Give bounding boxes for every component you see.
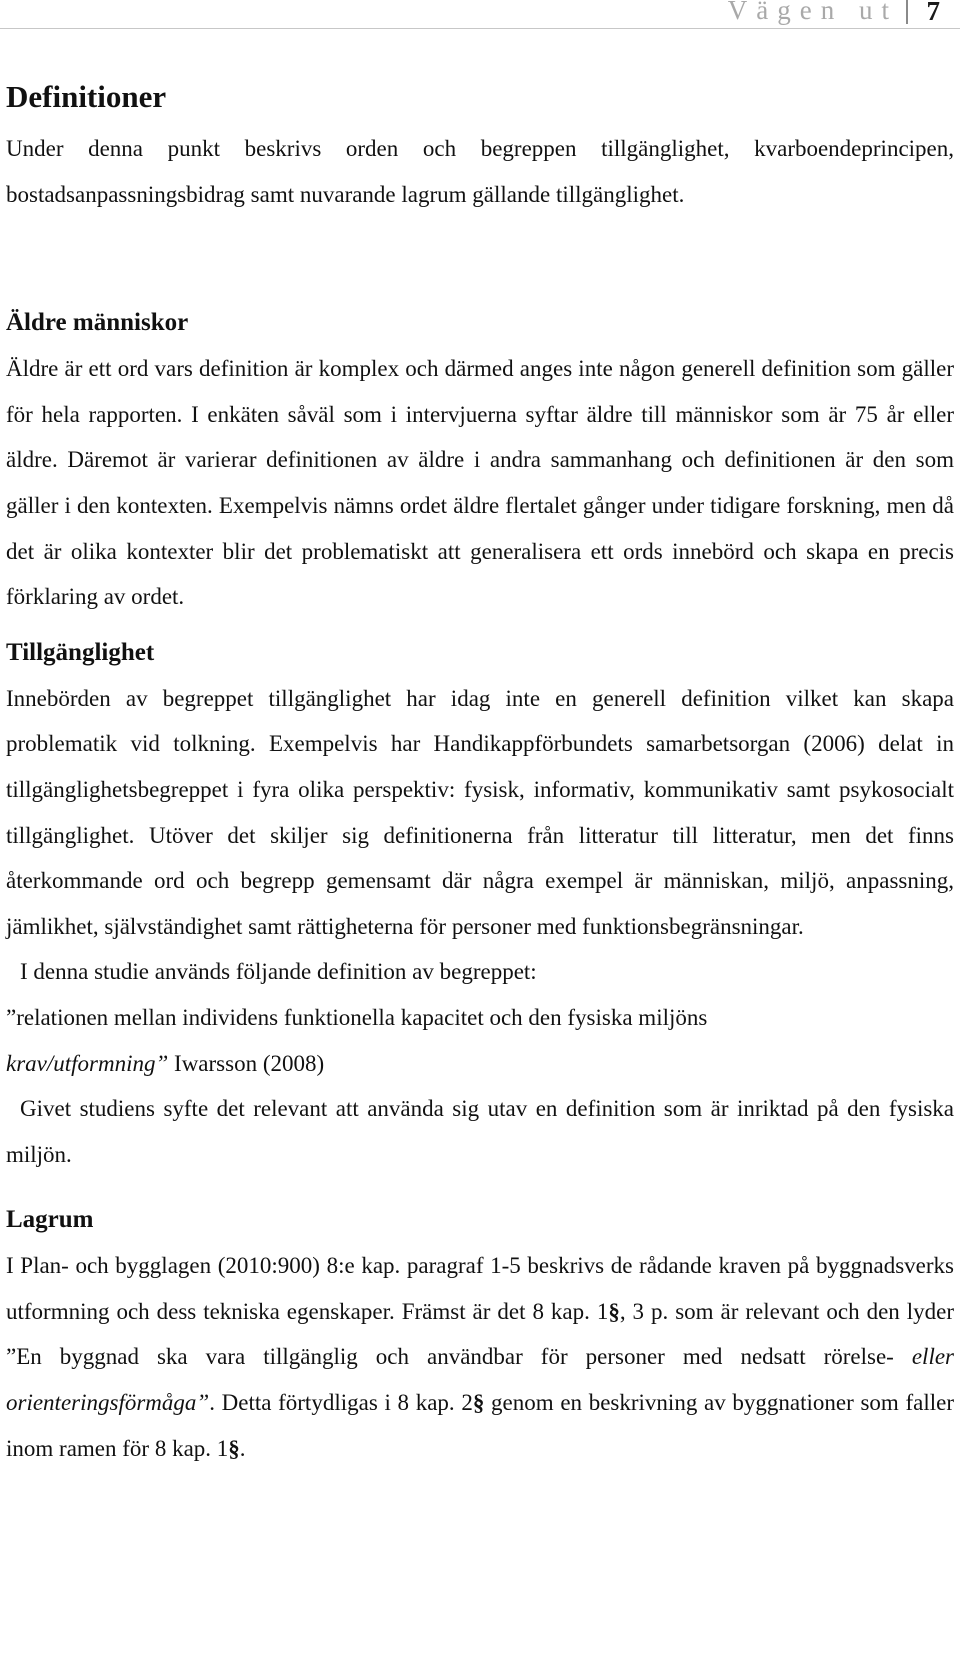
quote-source: Iwarsson (2008)	[168, 1050, 325, 1076]
lagrum-text-4: genom en beskrivning av byggnationer som faller inom ramen för 8 kap. 1	[6, 1390, 954, 1461]
quote-text: ”relationen mellan individens funktionella kapacitet och den fysiska miljöns	[6, 1004, 708, 1030]
heading-tillganglighet: Tillgänglighet	[6, 638, 155, 666]
lagrum-italic: eller orienteringsförmåga”	[6, 1344, 954, 1416]
lagrum-text-1: I Plan- och bygglagen (2010:900) 8:e kap. paragraf 1-5 beskrivs de rådande kraven på byggnadsverks utformning och dess tekniska egenskaper. Främst är det 8 kap. 1	[6, 1253, 954, 1324]
heading-aldre-manniskor: Äldre människor	[6, 309, 189, 337]
paragraph-tillganglighet: Innebörden av begreppet tillgänglighet har idag inte en generell definition vilket kan skapa problematik vid tolkning. Exempelvis har Handikappförbundets samarbetsorgan (2006) delat in tillgänglighetsbegreppet i fyra olika perspektiv: fysisk, informativ, kommunikativ samt psykosocialt tillgänglighet. Utöver det skiljer sig definitionerna från litteratur till litteratur, men det finns återkommande ord och begrepp gemensamt där några exempel är människan, miljö, anpassning, jämlikhet, självständighet samt rättigheterna för personer med funktionsbegränsningar.	[6, 685, 954, 939]
lagrum-text-3: . Detta förtydligas i 8 kap. 2	[209, 1390, 473, 1416]
document-body	[6, 74, 954, 1471]
quote-italic: krav/utformning”	[6, 1050, 169, 1076]
paragraph-lagrum	[6, 1243, 954, 1471]
heading-definitioner: Definitioner	[6, 79, 167, 114]
section-sign: §	[608, 1298, 620, 1324]
paragraph-definition-intro: I denna studie används följande definition av begreppet:	[20, 959, 537, 985]
lagrum-text-5: .	[239, 1435, 246, 1461]
running-title: Vägen ut	[728, 0, 908, 24]
definition-quote	[6, 995, 954, 1086]
lagrum-text-2: , 3 p. som är relevant och den lyder ”En byggnad ska vara tillgänglig och användbar för personer med nedsatt rörelse-	[6, 1298, 955, 1370]
section-sign: §	[472, 1390, 485, 1416]
paragraph-syfte: Givet studiens syfte det relevant att använda sig utav en definition som är inriktad på den fysiska miljön.	[6, 1096, 954, 1167]
section-sign: §	[228, 1435, 240, 1461]
paragraph-definitioner: Under denna punkt beskrivs orden och begreppen tillgänglighet, kvarboendeprincipen, bostadsanpassningsbidrag samt nuvarande lagrum gällande tillgänglighet.	[6, 136, 954, 207]
heading-lagrum: Lagrum	[6, 1206, 94, 1234]
page-number: 7	[926, 0, 940, 26]
running-header	[0, 0, 960, 29]
paragraph-aldre: Äldre är ett ord vars definition är komplex och därmed anges inte någon generell definition som gäller för hela rapporten. I enkäten såväl som i intervjuerna syftar äldre till människor som är 75 år eller äldre. Däremot är varierar definitionen av äldre i andra sammanhang och definitionen är den som gäller i den kontexten. Exempelvis nämns ordet äldre flertalet gånger under tidigare forskning, men då det är olika kontexter blir det problematiskt att generalisera ett ords innebörd och skapa en precis förklaring av ordet.	[6, 356, 954, 610]
